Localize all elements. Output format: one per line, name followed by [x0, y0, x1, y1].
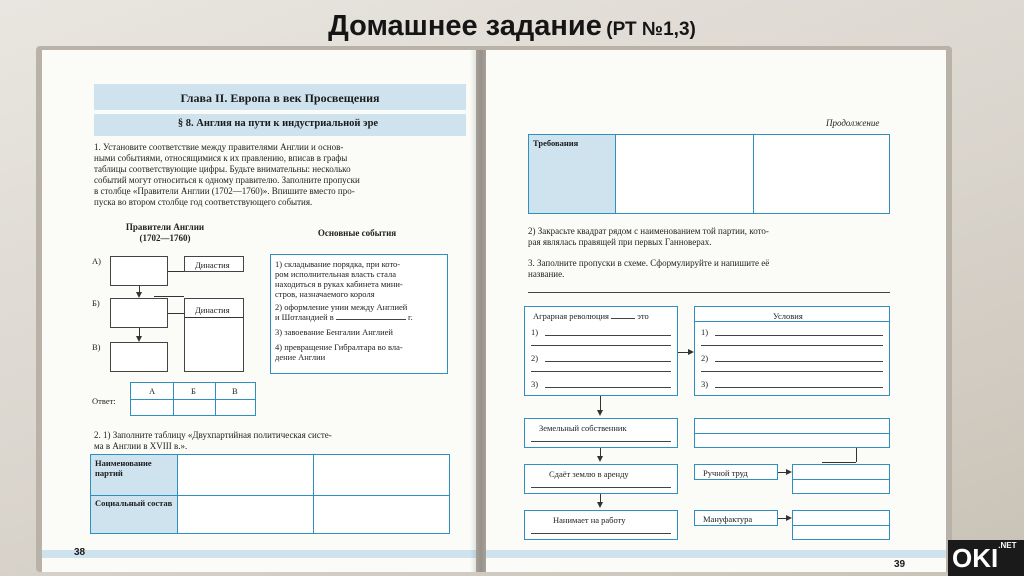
event-line: дение Англии — [275, 352, 326, 362]
page-number-left: 38 — [74, 547, 86, 558]
conditions-label: Условия — [773, 311, 803, 321]
answer-line[interactable] — [531, 487, 671, 488]
party-cell[interactable] — [178, 455, 312, 495]
task-1-line: ными событиями, относящимися к их правлению, вписав в графы — [94, 153, 348, 163]
connector-line — [139, 328, 140, 336]
task-2-line: ма в Англии в XVIII в.». — [94, 441, 188, 451]
answer-line[interactable] — [715, 387, 883, 388]
party-table — [90, 454, 450, 534]
answer-line[interactable] — [701, 371, 883, 372]
landowner-box — [524, 418, 678, 448]
party-cell[interactable] — [314, 496, 448, 533]
divider — [695, 433, 889, 434]
agrarian-title: Аграрная революция — [533, 311, 609, 321]
answer-line[interactable] — [531, 345, 671, 346]
answer-line[interactable] — [545, 361, 671, 362]
task-line: название. — [528, 269, 565, 279]
answer-col-a: А — [149, 386, 156, 396]
task-1-text — [94, 142, 466, 208]
task-1-line: 1. Установите соответствие между правителями Англии и основ- — [94, 142, 344, 152]
manual-box — [694, 464, 778, 480]
events-header: Основные события — [317, 228, 397, 238]
task-line: 3. Заполните пропуски в схеме. Сформулируйте и напишите её — [528, 258, 770, 268]
event-line: стров, назначаемого короля — [275, 289, 375, 299]
task-line: рая являлась правящей при первых Ганноверах. — [528, 237, 712, 247]
answer-line[interactable] — [715, 335, 883, 336]
event-line: находиться в руках кабинета мини- — [275, 279, 403, 289]
divider — [793, 525, 889, 526]
answer-cell-v[interactable] — [216, 400, 255, 415]
dynasty-box-1[interactable] — [184, 256, 244, 272]
hire-label: Нанимает на работу — [553, 515, 626, 525]
number-label: 3) — [531, 379, 539, 389]
dynasty-label: Династия — [195, 260, 230, 270]
connector-line — [822, 462, 856, 463]
answer-line[interactable] — [701, 345, 883, 346]
event-line: 2) оформление унии между Англией — [275, 302, 408, 312]
answer-line[interactable] — [545, 335, 671, 336]
requirements-cell[interactable] — [616, 135, 752, 213]
party-cell[interactable] — [178, 496, 312, 533]
slide-title-main: Домашнее задание — [328, 10, 602, 42]
workbook-page-right — [486, 50, 946, 572]
task-1-line: таблицы соответствующие цифры. Будьте внимательны: несколько — [94, 164, 351, 174]
slide-title — [0, 10, 1024, 43]
page-number-right: 39 — [894, 559, 906, 570]
task-1-line: событий могут относиться к одному правителю. Заполните пропуски — [94, 175, 360, 185]
answer-cell-a[interactable] — [131, 400, 172, 415]
blank-box-manufactory[interactable] — [792, 510, 890, 540]
ruler-box-v[interactable] — [110, 342, 168, 372]
event-line: 1) складывание порядка, при кото- — [275, 259, 401, 269]
rent-box — [524, 464, 678, 494]
task-1-line: в столбце «Правители Англии (1702—1760)». Впишите вместо про- — [94, 186, 355, 196]
connector-line — [154, 296, 184, 297]
requirements-cell[interactable] — [754, 135, 889, 213]
answer-line[interactable] — [715, 361, 883, 362]
answer-line[interactable] — [531, 441, 671, 442]
hire-box — [524, 510, 678, 540]
answer-label: Ответ: — [92, 396, 116, 406]
number-label: 2) — [531, 353, 539, 363]
row-label-v: В) — [92, 342, 101, 352]
answer-line[interactable] — [531, 371, 671, 372]
agrarian-box — [524, 306, 678, 396]
logo-text: OKI — [952, 543, 999, 573]
workbook-page-left — [42, 50, 476, 572]
agrarian-suffix: это — [637, 311, 649, 321]
row-label-b: Б) — [92, 298, 100, 308]
party-table-row-header: Социальный состав — [91, 495, 177, 533]
requirements-label: Требования — [529, 135, 615, 213]
events-list — [275, 259, 445, 362]
event-line: 4) превращение Гибралтара во вла- — [275, 342, 403, 352]
arrow-down-icon — [597, 456, 603, 462]
rent-label: Сдаёт землю в аренду — [549, 469, 629, 479]
answer-col-b: Б — [191, 386, 196, 396]
connector-line — [168, 271, 184, 272]
arrow-down-icon — [136, 336, 142, 342]
connector-line — [168, 313, 184, 314]
arrow-down-icon — [597, 410, 603, 416]
agrarian-label — [533, 311, 649, 321]
connector-line — [856, 448, 857, 462]
scheme-title-line[interactable] — [528, 292, 890, 293]
manufactory-box — [694, 510, 778, 526]
logo-suffix: .NET — [998, 541, 1017, 550]
event-line-with-blank: и Шотландией в г. — [275, 312, 413, 322]
task-1-line: пуска во втором столбце год соответствующего события. — [94, 197, 313, 207]
party-cell[interactable] — [314, 455, 448, 495]
continuation-label: Продолжение — [826, 118, 880, 128]
manufactory-label: Мануфактура — [703, 514, 753, 524]
answer-line[interactable] — [545, 387, 671, 388]
task-2-2-text — [528, 226, 908, 248]
divider — [695, 321, 889, 322]
divider — [793, 479, 889, 480]
footer-band — [486, 550, 946, 558]
landowner-label: Земельный собственник — [539, 423, 627, 433]
number-label: 2) — [701, 353, 709, 363]
manual-label: Ручной труд — [703, 468, 748, 478]
number-label: 1) — [701, 327, 709, 337]
paragraph-title: § 8. Англия на пути к индустриальной эре — [177, 118, 379, 129]
dynasty-label: Династия — [195, 305, 230, 315]
ruler-box-a[interactable] — [110, 256, 168, 286]
slide-title-sub: (РТ №1,3) — [606, 19, 696, 40]
ruler-box-b[interactable] — [110, 298, 168, 328]
footer-band — [42, 550, 476, 558]
event-line: ром исполнительная власть стала — [275, 269, 397, 279]
rulers-header-line: (1702—1760) — [139, 233, 191, 243]
conditions-box — [694, 306, 890, 396]
number-label: 3) — [701, 379, 709, 389]
task-3-text — [528, 258, 908, 280]
dynasty-box-2[interactable] — [184, 298, 244, 372]
arrow-down-icon — [597, 502, 603, 508]
task-2-text — [94, 430, 466, 452]
answer-cell-b[interactable] — [174, 400, 215, 415]
task-2-line: 2. 1) Заполните таблицу «Двухпартийная политическая систе- — [94, 430, 332, 440]
number-label: 1) — [531, 327, 539, 337]
task-line: 2) Закрасьте квадрат рядом с наименованием той партии, кото- — [528, 226, 769, 236]
answer-line[interactable] — [531, 533, 671, 534]
divider — [185, 317, 243, 318]
row-label-a: А) — [92, 256, 101, 266]
blank-box-right[interactable] — [694, 418, 890, 448]
chapter-title: Глава II. Европа в век Просвещения — [180, 91, 380, 105]
answer-col-v: В — [232, 386, 238, 396]
answer-table — [130, 382, 256, 416]
connector-line — [600, 396, 601, 410]
events-box — [270, 254, 448, 374]
site-logo — [948, 540, 1024, 576]
connector-line — [678, 352, 688, 353]
arrow-down-icon — [136, 292, 142, 298]
party-table-row-header: Наименование партий — [91, 455, 177, 495]
rulers-header — [110, 222, 220, 244]
blank-box-manual[interactable] — [792, 464, 890, 494]
requirements-table — [528, 134, 890, 214]
event-line: 3) завоевание Бенгалии Англией — [275, 327, 393, 337]
rulers-header-line: Правители Англии — [125, 222, 205, 232]
